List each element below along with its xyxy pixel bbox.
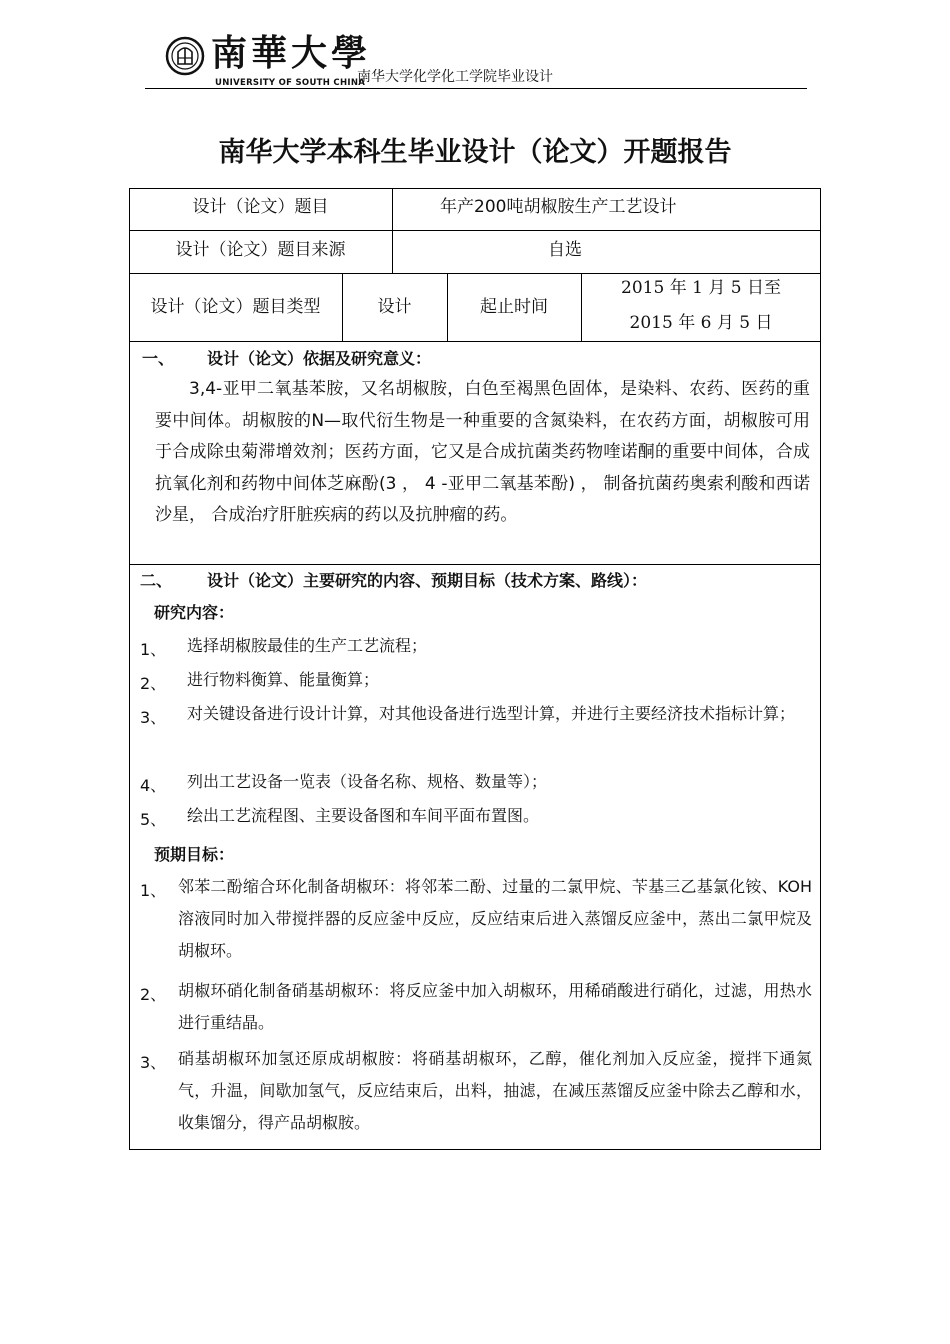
section1-body-text: 3,4-亚甲二氧基苯胺，又名胡椒胺，白色至褐黑色固体，是染料、农药、医药的重要中间体。胡椒胺的N—取代衍生物是一种重要的含氮染料，在农药方面，胡椒胺可用于合成除虫菊滞增效剂；医药方面，它又是合成抗菌类药物喹诺酮的重要中间体，合成抗氧化剂和药物中间体芝麻酚(3 ， 4 -亚甲二氧基苯酚) ， 制备抗菌药奥索利酸和西诺沙星， 合成治疗肝脏疾病的药以及抗肿瘤的药。	[155, 379, 810, 525]
header-subtitle: 南华大学化学化工学院毕业设计	[357, 69, 553, 85]
list-item-number: 4、	[140, 776, 167, 795]
list-item-number: 1、	[140, 640, 167, 659]
row-divider	[129, 341, 821, 342]
section1-heading: 设计（论文）依据及研究意义：	[207, 349, 432, 368]
section1-body	[155, 374, 810, 532]
section1-number: 一、	[142, 349, 175, 368]
list-item-number: 3、	[140, 708, 167, 727]
source-label: 设计（论文）题目来源	[175, 239, 346, 260]
university-emblem-icon	[165, 36, 205, 76]
goal-item-number: 1、	[140, 881, 167, 900]
content-heading: 研究内容：	[154, 603, 235, 622]
period-end: 2015 年 6 月 5 日	[629, 313, 773, 333]
list-item-text: 进行物料衡算、能量衡算；	[187, 670, 380, 689]
topic-label: 设计（论文）题目	[192, 197, 329, 217]
section2-number: 二、	[140, 571, 173, 590]
goal-item-text: 邻苯二酚缩合环化制备胡椒环：将邻苯二酚、过量的二氯甲烷、苄基三乙基氯化铵、KOH溶液同时加入带搅拌器的反应釜中反应，反应结束后进入蒸馏反应釜中，蒸出二氯甲烷及胡椒环。	[178, 877, 812, 960]
list-item-text: 绘出工艺流程图、主要设备图和车间平面布置图。	[187, 806, 540, 825]
goal-item-text: 硝基胡椒环加氢还原成胡椒胺：将硝基胡椒环，乙醇，催化剂加入反应釜，搅拌下通氮气，升温，间歇加氢气，反应结束后，出料，抽滤，在减压蒸馏反应釜中除去乙醇和水，收集馏分，得产品胡椒胺。	[178, 1049, 812, 1132]
period-start: 2015 年 1 月 5 日至	[621, 278, 781, 298]
goals-heading: 预期目标：	[154, 845, 235, 864]
logo-english-name: UNIVERSITY OF SOUTH CHINA	[215, 78, 366, 88]
period-label: 起止时间	[480, 296, 548, 317]
list-item-text: 选择胡椒胺最佳的生产工艺流程；	[187, 636, 428, 655]
header-rule	[145, 88, 807, 89]
row-divider	[129, 564, 821, 565]
goal-item-number: 2、	[140, 985, 167, 1004]
section2-heading: 设计（论文）主要研究的内容、预期目标（技术方案、路线）：	[207, 571, 648, 590]
list-item-number: 2、	[140, 674, 167, 693]
goal-item-number: 3、	[140, 1053, 167, 1072]
type-value: 设计	[377, 296, 412, 317]
type-label: 设计（论文）题目类型	[150, 296, 321, 317]
logo-wordmark: 南華大學	[211, 32, 372, 74]
topic-value: 年产200吨胡椒胺生产工艺设计	[440, 197, 677, 217]
goal-item-text: 胡椒环硝化制备硝基胡椒环：将反应釜中加入胡椒环，用稀硝酸进行硝化，过滤，用热水进行重结晶。	[178, 981, 812, 1032]
list-item-text: 列出工艺设备一览表（设备名称、规格、数量等）；	[187, 772, 548, 791]
document-title: 南华大学本科生毕业设计（论文）开题报告	[218, 137, 732, 168]
period-value	[581, 271, 821, 341]
list-item-number: 5、	[140, 810, 167, 829]
source-value: 自选	[548, 239, 582, 260]
list-item-text: 对关键设备进行设计计算，对其他设备进行选型计算，并进行主要经济技术指标计算；	[187, 704, 796, 723]
page-header	[145, 30, 807, 88]
